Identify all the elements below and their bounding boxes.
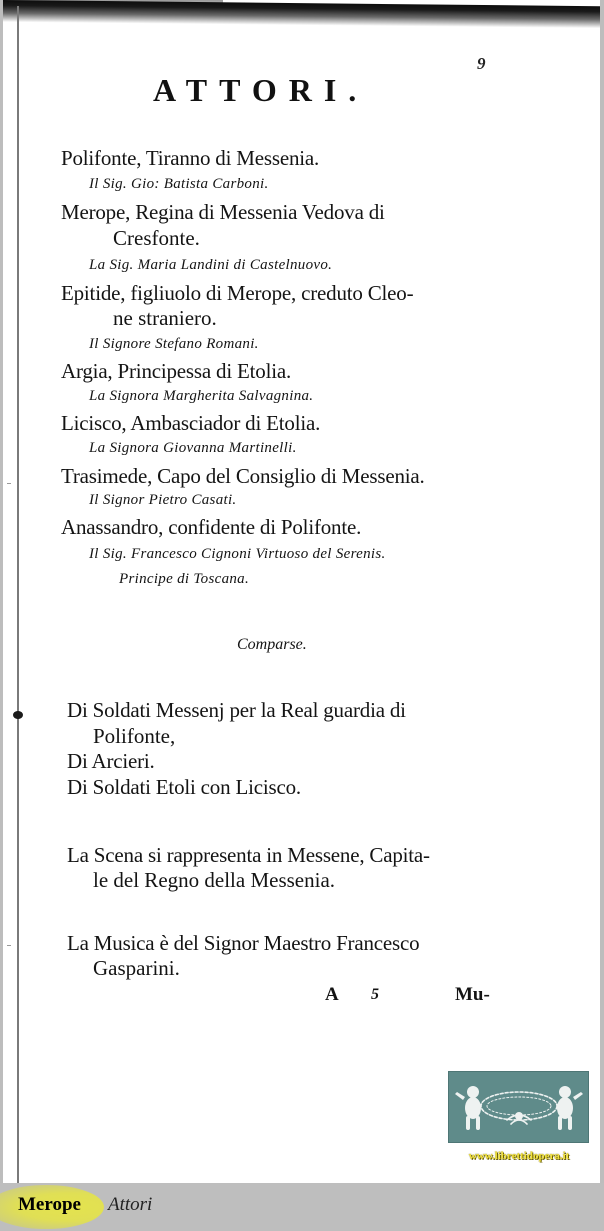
page-title: ATTORI. bbox=[153, 72, 369, 108]
cast-singer: Il Sig. Gio: Batista Carboni. bbox=[89, 176, 269, 192]
cast-role: Polifonte, Tiranno di Messenia. bbox=[61, 146, 320, 170]
margin-tick bbox=[7, 483, 11, 484]
cast-singer: Il Sig. Francesco Cignoni Virtuoso del Serenis. bbox=[89, 546, 386, 562]
cast-role-cont: ne straniero. bbox=[113, 306, 217, 330]
gutter-line bbox=[17, 6, 19, 1183]
cast-role-cont: Cresfonte. bbox=[113, 226, 200, 250]
page-number: 9 bbox=[477, 54, 486, 73]
cast-role: Trasimede, Capo del Consiglio di Messenia. bbox=[61, 464, 425, 488]
cast-singer: La Signora Giovanna Martinelli. bbox=[89, 440, 297, 456]
scanned-page bbox=[3, 0, 600, 1183]
section-name: Attori bbox=[108, 1194, 153, 1215]
catchword: Mu- bbox=[455, 984, 490, 1005]
cast-role: Argia, Principessa di Etolia. bbox=[61, 359, 292, 383]
comparse-item: Di Soldati Etoli con Licisco. bbox=[67, 775, 301, 799]
librettidopera-logo[interactable] bbox=[448, 1071, 589, 1143]
cast-role: Epitide, figliuolo di Merope, creduto Cleo- bbox=[61, 281, 414, 305]
comparse-heading: Comparse. bbox=[237, 636, 307, 653]
signature-mark: A bbox=[325, 984, 339, 1005]
cast-role: Licisco, Ambasciador di Etolia. bbox=[61, 411, 321, 435]
signature-number: 5 bbox=[371, 986, 379, 1003]
cast-role: Anassandro, confidente di Polifonte. bbox=[61, 515, 362, 539]
work-title[interactable]: Merope bbox=[18, 1194, 81, 1215]
margin-tick bbox=[7, 945, 11, 946]
music-note-cont: Gasparini. bbox=[93, 956, 180, 980]
comparse-item-cont: Polifonte, bbox=[93, 724, 176, 748]
scene-note: La Scena si rappresenta in Messene, Capita- bbox=[67, 843, 430, 867]
footer-bar bbox=[0, 1183, 604, 1231]
cast-singer-cont: Principe di Toscana. bbox=[119, 571, 250, 587]
cast-singer: La Sig. Maria Landini di Castelnuovo. bbox=[89, 257, 333, 273]
comparse-item: Di Soldati Messenj per la Real guardia di bbox=[67, 698, 406, 722]
site-url-link[interactable]: www.librettidopera.it bbox=[468, 1150, 570, 1162]
music-note: La Musica è del Signor Maestro Francesco bbox=[67, 931, 420, 955]
cast-singer: Il Signore Stefano Romani. bbox=[89, 336, 259, 352]
putti-garland-emblem-icon bbox=[449, 1072, 588, 1142]
scene-note-cont: le del Regno della Messenia. bbox=[93, 868, 336, 892]
cast-singer: Il Signor Pietro Casati. bbox=[89, 492, 237, 508]
cast-singer: La Signora Margherita Salvagnina. bbox=[89, 388, 314, 404]
comparse-item: Di Arcieri. bbox=[67, 749, 155, 773]
page-edge-shadow bbox=[3, 0, 600, 28]
ink-blot bbox=[13, 711, 23, 719]
cast-role: Merope, Regina di Messenia Vedova di bbox=[61, 200, 385, 224]
